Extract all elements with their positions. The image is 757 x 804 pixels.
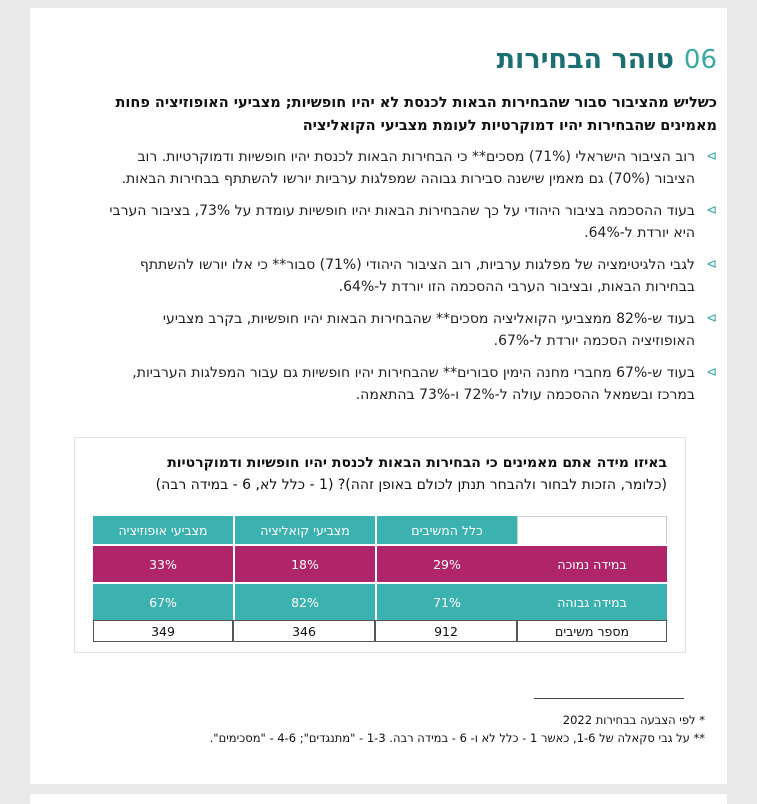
triangle-arrow-icon: ⊳ [706,311,717,326]
section-heading [497,44,717,75]
survey-box [74,437,686,653]
list-item-text: בעוד ההסכמה בציבור היהודי על כך שהבחירות הבאות יהיו חופשיות עומדת על 73%, בציבור הערבי היא יורדת ל-64%. [109,203,695,241]
table-cell: 33% [93,544,233,582]
triangle-arrow-icon: ⊳ [706,257,717,272]
table-row [93,582,667,620]
column-header: מצביעי קואליציה [233,516,375,544]
footnote-divider [534,698,684,699]
survey-table [93,516,667,642]
triangle-arrow-icon: ⊳ [706,149,717,164]
row-label: במידה גבוהה [517,582,667,620]
row-label: במידה נמוכה [517,544,667,582]
table-corner [517,516,667,544]
lead-paragraph: כשליש מהציבור סבור שהבחירות הבאות לכנסת לא יהיו חופשיות; מצביעי האופוזיציה פחות מאמינים שהבחירות יהיו דמוקרטיות לעומת מצביעי הקואליציה [115,95,717,134]
table-row [93,544,667,582]
section-title: טוהר הבחירות [496,44,674,75]
list-item [97,200,717,244]
list-item-text: בעוד ש-82% ממצביעי הקואליציה מסכים** שהבחירות הבאות יהיו חופשיות, בקרב מצביעי האופוזיציה הסכמה יורדת ל-67%. [162,311,695,349]
footnote: ** על גבי סקאלה של 1-6, כאשר 1 - כלל לא ו- 6 - במידה רבה. 1-3 - "מתנגדים"; 4-6 - "מסכימים". [209,731,705,745]
footnotes [105,711,705,747]
triangle-arrow-icon: ⊳ [706,203,717,218]
next-page-edge [30,794,727,804]
column-header: מצביעי אופוזיציה [93,516,233,544]
table-cell: 71% [375,582,517,620]
list-item-text: רוב הציבור הישראלי (71%) מסכים** כי הבחירות הבאות לכנסת יהיו חופשיות ודמוקרטיות. רוב הציבור (70%) גם מאמין שישנה סבירות גבוהה שמפלגות ערביות יורשו להשתתף בבחירות הבאות. [121,149,695,187]
table-header-row [93,516,667,544]
table-cell: 67% [93,582,233,620]
list-item [97,308,717,352]
footnote: * לפי הצבעה בבחירות 2022 [562,713,705,727]
findings-list [97,146,717,416]
triangle-arrow-icon: ⊳ [706,365,717,380]
list-item [97,254,717,298]
table-cell: 29% [375,544,517,582]
table-cell: 82% [233,582,375,620]
table-cell: 346 [233,620,375,642]
list-item [97,362,717,406]
list-item-text: לגבי הלגיטימציה של מפלגות ערביות, רוב הציבור היהודי (71%) סבור** כי אלו יורשו להשתתף בבחירות הבאות, ובציבור הערבי ההסכמה הזו יורדת ל-64%. [139,257,695,295]
question-text: באיזו מידה אתם מאמינים כי הבחירות הבאות לכנסת יהיו חופשיות ודמוקרטיות [167,455,667,471]
survey-question [87,452,667,496]
row-label: מספר משיבים [517,620,667,642]
table-cell: 18% [233,544,375,582]
column-header: כלל המשיבים [375,516,517,544]
table-row [93,620,667,642]
table-cell: 912 [375,620,517,642]
list-item [97,146,717,190]
list-item-text: בעוד ש-67% מחברי מחנה הימין סבורים** שהבחירות יהיו חופשיות גם עבור המפלגות הערביות, במרכז ובשמאל ההסכמה עולה ל-72% ו-73% בהתאמה. [132,365,695,403]
section-number: 06 [683,45,717,75]
question-note: (כלומר, הזכות לבחור ולהבחר תנתן לכולם באופן זהה)? (1 - כלל לא, 6 - במידה רבה) [155,477,667,493]
table-cell: 349 [93,620,233,642]
